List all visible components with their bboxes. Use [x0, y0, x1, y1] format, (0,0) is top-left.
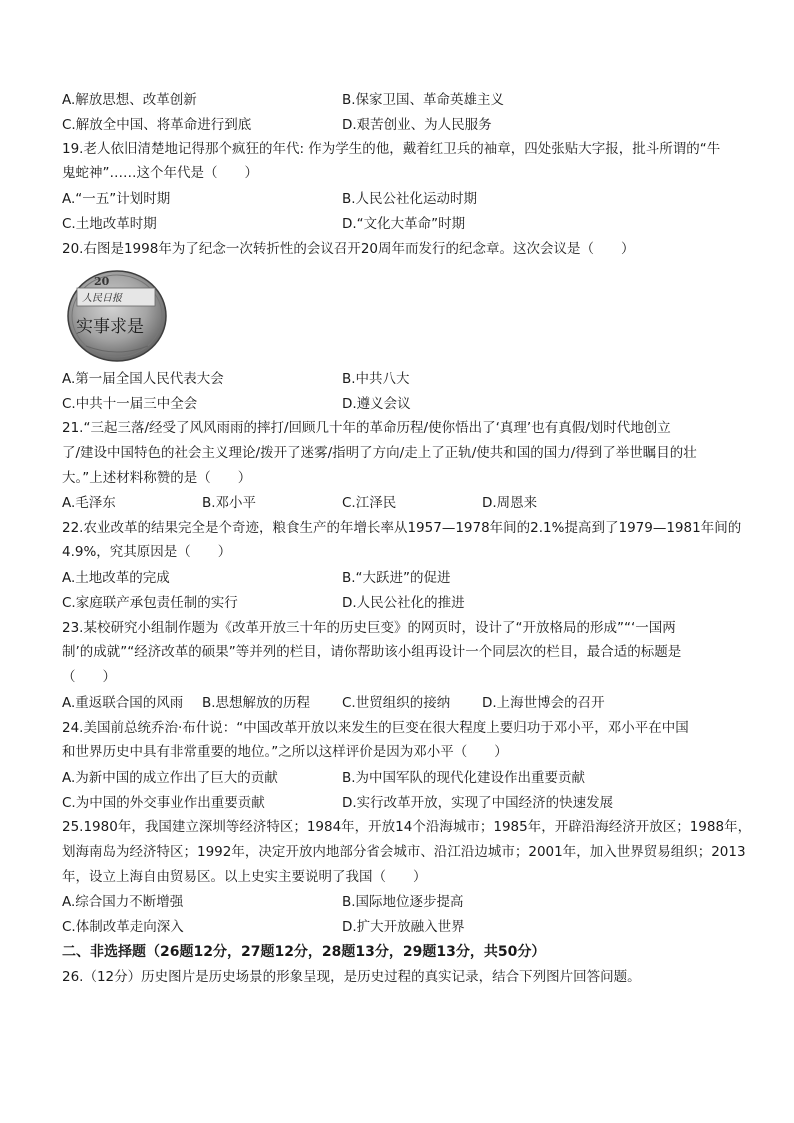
q25-stem-line2: 划海南岛为经济特区；1992年，决定开放内地部分省会城市、沿江沿边城市；2001年，加入世界贸易组织；2013 — [62, 844, 746, 860]
q19-option-c: C.土地改革时期 — [62, 216, 157, 232]
q21-option-d: D.周恩来 — [482, 495, 538, 511]
q21-option-a: A.毛泽东 — [62, 495, 116, 511]
q24-option-d: D.实行改革开放，实现了中国经济的快速发展 — [342, 795, 614, 811]
q24-option-b: B.为中国军队的现代化建设作出重要贡献 — [342, 770, 586, 786]
q19-option-d: D.“文化大革命”时期 — [342, 216, 466, 232]
q23-option-a: A.重返联合国的风雨 — [62, 695, 184, 711]
q23-option-b: B.思想解放的历程 — [202, 695, 311, 711]
q20-option-c: C.中共十一届三中全会 — [62, 396, 198, 412]
q18-option-c: C.解放全中国、将革命进行到底 — [62, 117, 252, 133]
q19-option-a: A.“一五”计划时期 — [62, 191, 171, 207]
q18-option-d: D.艰苦创业、为人民服务 — [342, 117, 492, 133]
q20-option-a: A.第一届全国人民代表大会 — [62, 371, 224, 387]
q22-option-b: B.“大跃进”的促进 — [342, 570, 451, 586]
q20-option-b: B.中共八大 — [342, 371, 410, 387]
q24-stem-line2: 和世界历史中具有非常重要的地位。”之所以这样评价是因为邓小平（ ） — [62, 744, 508, 760]
q20-stem: 20.右图是1998年为了纪念一次转折性的会议召开20周年而发行的纪念章。这次会议是（ ） — [62, 241, 635, 257]
q22-option-d: D.人民公社化的推进 — [342, 595, 465, 611]
q23-stem-line3: （ ） — [62, 669, 116, 685]
q26-stem: 26.（12分）历史图片是历史场景的形象呈现，是历史过程的真实记录，结合下列图片回答问题。 — [62, 969, 641, 985]
q22-option-a: A.土地改革的完成 — [62, 570, 170, 586]
section-heading: 二、非选择题（26题12分，27题12分，28题13分，29题13分，共50分） — [62, 944, 546, 960]
q19-stem-line2: 鬼蛇神”……这个年代是（ ） — [62, 165, 258, 181]
q21-option-c: C.江泽民 — [342, 495, 397, 511]
q25-option-c: C.体制改革走向深入 — [62, 919, 184, 935]
q22-option-c: C.家庭联产承包责任制的实行 — [62, 595, 238, 611]
commemorative-medal-image — [66, 268, 168, 362]
q19-stem-line1: 19.老人依旧清楚地记得那个疯狂的年代: 作为学生的他，戴着红卫兵的袖章，四处张贴大字报，批斗所谓的“牛 — [62, 141, 721, 157]
q19-option-b: B.人民公社化运动时期 — [342, 191, 478, 207]
medal-number: 20 — [94, 275, 110, 288]
q18-option-a: A.解放思想、改革创新 — [62, 92, 197, 108]
q21-stem-line1: 21.“三起三落/经受了风风雨雨的摔打/回顾几十年的革命历程/使你悟出了‘真理’也有真假/划时代地创立 — [62, 420, 671, 436]
q22-stem-line2: 4.9%，究其原因是（ ） — [62, 544, 232, 560]
q23-option-c: C.世贸组织的接纳 — [342, 695, 451, 711]
q22-stem-line1: 22.农业改革的结果完全是个奇迹，粮食生产的年增长率从1957—1978年间的2.1%提高到了1979—1981年间的 — [62, 520, 742, 536]
medal-inscription: 实事求是 — [76, 317, 144, 337]
q25-stem-line1: 25.1980年，我国建立深圳等经济特区；1984年，开放14个沿海城市；1985年，开辟沿海经济开放区；1988年， — [62, 819, 752, 835]
q25-option-a: A.综合国力不断增强 — [62, 894, 184, 910]
q21-option-b: B.邓小平 — [202, 495, 257, 511]
q25-option-b: B.国际地位逐步提高 — [342, 894, 464, 910]
q25-stem-line3: 年，设立上海自由贸易区。以上史实主要说明了我国（ ） — [62, 869, 427, 885]
q21-stem-line3: 大。”上述材料称赞的是（ ） — [62, 470, 252, 486]
q20-option-d: D.遵义会议 — [342, 396, 411, 412]
q21-stem-line2: 了/建设中国特色的社会主义理论/拨开了迷雾/指明了方向/走上了正轨/使共和国的国力/得到了举世瞩目的壮 — [62, 445, 697, 461]
q23-stem-line1: 23.某校研究小组制作题为《改革开放三十年的历史巨变》的网页时，设计了“开放格局的形成”“‘一国两 — [62, 620, 676, 636]
q23-stem-line2: 制’的成就”“经济改革的硕果”等并列的栏目，请你帮助该小组再设计一个同层次的栏目，最合适的标题是 — [62, 644, 682, 660]
q24-stem-line1: 24.美国前总统乔治·布什说：“中国改革开放以来发生的巨变在很大程度上要归功于邓小平，邓小平在中国 — [62, 720, 689, 736]
q24-option-a: A.为新中国的成立作出了巨大的贡献 — [62, 770, 278, 786]
q23-option-d: D.上海世博会的召开 — [482, 695, 605, 711]
medal-disc — [68, 271, 166, 361]
medal-masthead: 人民日报 — [82, 293, 122, 304]
q25-option-d: D.扩大开放融入世界 — [342, 919, 465, 935]
q18-option-b: B.保家卫国、革命英雄主义 — [342, 92, 505, 108]
q24-option-c: C.为中国的外交事业作出重要贡献 — [62, 795, 265, 811]
